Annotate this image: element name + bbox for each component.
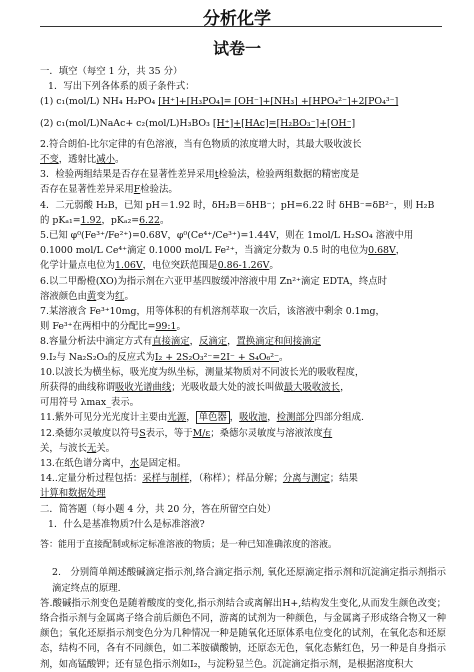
q10-line3: 可用符号 λmax_表示。 (40, 397, 140, 409)
q3-text-4: 检验法。 (140, 184, 178, 196)
q6-line1: 6.以二甲酚橙(XO)为指示剂在六亚甲基四胺缓冲溶液中用 Zn²⁺滴定 EDTA，终点时 (40, 275, 388, 287)
q12-text-2: 表示，等于 (145, 427, 193, 439)
q11-sep-3: ， (267, 412, 277, 424)
q2-line1: 2.符合朗伯-比尔定律的有色溶液，当有色物质的浓度增大时，其最大吸收波长 (40, 138, 362, 150)
q3-line2 (40, 182, 446, 197)
q11-answer-4: 检测部分 (276, 412, 315, 424)
q12-text-1: 12.桑德尔灵敏度以符号 (40, 427, 140, 439)
q7-answer-1: 99:1 (155, 321, 177, 333)
q14-text-1: 14..定量分析过程包括： (40, 473, 143, 485)
q11-text-1: 11.紫外可见分光光度计主要由 (40, 412, 168, 424)
q14-text-3: ；结果 (329, 473, 358, 485)
q14-line1 (40, 471, 446, 486)
q5-line1: 5.已知 φ⁰(Fe³⁺/Fe²⁺)=0.68V，φ⁰(Ce⁴⁺/Ce³⁺)=1.44V，则在 1mol/L H₂SO₄ 溶液中用 (40, 230, 414, 242)
q5-text-5: 。 (269, 260, 279, 272)
q9-line1 (40, 350, 446, 365)
q6-answer-2: 红 (115, 290, 125, 302)
q1-part2-prompt: (2) c₁(mol/L)NaAc+ c₂(mol/L)H₃BO₃ (40, 117, 210, 129)
q13-line1 (40, 456, 446, 471)
q2-end: 。 (115, 154, 125, 166)
q14-text-2: ，（称样）；样品分解； (189, 473, 283, 485)
q5-text-4: ，电位突跃范围是 (142, 260, 218, 272)
q4-line1: 4．二元弱酸 H₂B，已知 pH＝1.92 时，δH₂B＝δHB⁻；pH=6.22 时 δHB⁻=δB²⁻，则 H₂B (40, 199, 435, 211)
q10-text-2: ；光吸收最大处的波长叫做 (171, 382, 284, 394)
q8-text-1: 8.容量分析法中滴定方式有 (40, 336, 153, 348)
q8-sep-2: ， (227, 336, 237, 348)
q4-text-2: ，pKₐ₂= (101, 214, 140, 226)
q5-line3 (40, 258, 446, 273)
q6-text-2: 变为 (96, 290, 116, 302)
q3-text-2: 检验法，检验两组数据的精密度是 (218, 169, 360, 181)
q2-answer-1: 不变 (40, 154, 59, 166)
q10-answer-1: 吸收光谱曲线 (115, 382, 172, 394)
q5-answer-1: 0.68V (368, 245, 396, 257)
q6-text-3: 。 (124, 290, 134, 302)
q11-answer-2: 单色器 (196, 411, 230, 424)
q12-line1 (40, 426, 446, 441)
q1-part2-answer: [H⁺]+[HAc]=[H₂BO₃⁻]+[OH⁻] (212, 117, 356, 129)
q3-answer-1: t (214, 169, 219, 181)
q1-part1-answer: [H⁺]+[H₃PO₄]= [OH⁻]+[NH₃] +[HPO₄²⁻]+2[PO₄³⁻] (158, 96, 399, 108)
q1-part1 (40, 94, 446, 109)
q7-line1: 7.某溶液含 Fe³⁺10mg，用等体积的有机溶剂萃取一次后，该溶液中剩余 0.1mg， (40, 306, 385, 318)
q12-answer-4: 无 (86, 442, 97, 454)
q9-text-1: 9.I₂与 Na₂S₂O₃的反应式为 (40, 351, 155, 363)
q2-answer-2: 减小 (96, 154, 116, 166)
header-rule (40, 26, 442, 27)
q3-text-1: 3．检验两组结果是否存在显著性差异采用 (40, 169, 215, 181)
q7-text-1: 则 Fe³⁺在两相中的分配比= (40, 321, 156, 333)
q5-line2 (40, 243, 446, 258)
q10-line2 (40, 380, 446, 395)
q10-answer-2: 最大吸收波长 (283, 382, 341, 394)
q2-line2 (40, 152, 446, 167)
q4-answer-2: 6.22 (139, 214, 160, 226)
q12-answer-1: S (139, 427, 146, 439)
s2-q1-question: 1．什么是基准物质?什么是标准溶液? (48, 518, 205, 530)
q14-answer-1: 采样与制样 (142, 473, 190, 485)
q3-answer-2: F (133, 184, 141, 196)
q12-line2 (40, 441, 446, 456)
q3-text-3: 否存在显著性差异采用 (40, 184, 134, 196)
q10-text-3: ， (340, 382, 350, 394)
q8-answer-3: 置换滴定和间接滴定 (236, 336, 321, 348)
q4-text-3: 。 (159, 214, 170, 226)
q12-text-5: 关。 (96, 442, 116, 454)
q11-text-2: 四部分组成. (314, 412, 365, 424)
q1-part2 (40, 116, 446, 131)
section1-title: 一．填空（每空 1 分，共 35 分） (40, 66, 183, 77)
q2-mid: ，透射比 (58, 154, 97, 166)
q5-answer-3: 0.86-1.26V (217, 260, 270, 272)
q6-line2 (40, 289, 446, 304)
q11-line1 (40, 410, 446, 425)
exam-body (40, 64, 446, 672)
q7-line2 (40, 319, 446, 334)
q3-line1 (40, 167, 446, 182)
q14-answer-2: 分离与测定 (282, 473, 330, 485)
section2-title: 二．简答题（每小题 4 分，共 20 分，答在所留空白处） (40, 503, 277, 515)
q11-sep-2: ， (229, 412, 240, 424)
q4-answer-1: 1.92 (80, 214, 102, 226)
q9-text-2: 。 (279, 351, 289, 363)
q13-text-2: 是固定相。 (139, 458, 187, 470)
q4-text-1: 的 pKₐ₁= (40, 214, 81, 226)
q8-sep-1: ， (189, 336, 199, 348)
q14-line2 (40, 486, 446, 501)
q6-text-1: 溶液颜色由 (40, 290, 87, 302)
q12-answer-2: M/ε (192, 427, 211, 439)
q8-answer-2: 反滴定 (198, 336, 228, 348)
paper-title: 试卷一 (212, 39, 261, 58)
s2-q2-answer: 答.酸碱指示剂变色是随着酸度的变化,指示剂结合或离解出H+,结构发生变化,从而发生颜色改变；络合指示剂与金属离子络合前后颜色不同，游离的试剂为一种颜色，与金属离子形成络合物又一种颜色；氧化还原指示剂变色分为几种情况一种是随氧化还原体系电位变化的试剂，在氧化态和还原态，结构不同，各有不同颜色，如二苯胺磺酸钠，还原态无色，氧化态紫红色，另一种是自身指示剂，如高锰酸钾；还有显色指示剂如I₂，与淀粉显兰色。沉淀滴定指示剂，是根据溶度积大 (40, 597, 446, 670)
q13-text-1: 13.在纸色谱分离中， (40, 458, 130, 470)
q13-answer-1: 水 (129, 458, 140, 470)
q11-sep-1: ， (186, 412, 196, 424)
q12-text-4: 关，与波长 (40, 442, 87, 454)
s2-q1-answer: 答：能用于直接配制或标定标准溶液的物质；是一种已知准确浓度的溶液。 (40, 540, 338, 551)
q11-answer-1: 光源 (167, 412, 187, 424)
q7-text-2: 。 (176, 321, 186, 333)
s2-q2-question: 2. 分别简单阐述酸碱滴定指示剂,络合滴定指示剂, 氧化还原滴定指示剂和沉淀滴定指示剂指示滴定终点的原理. (52, 567, 446, 594)
q8-answer-1: 直接滴定 (152, 336, 190, 348)
q6-answer-1: 黄 (86, 290, 97, 302)
q14-answer-3: 计算和数据处理 (40, 488, 106, 500)
q1-part1-prompt: (1) c₁(mol/L) NH₄ H₂PO₄ (40, 96, 156, 108)
q5-text-3: 化学计量点电位为 (40, 260, 116, 272)
q9-answer-1: I₂ + 2S₂O₃²⁻=2I⁻ + S₄O₆²⁻ (154, 351, 280, 363)
q1-stem: 1．写出下列各体系的质子条件式： (48, 81, 195, 93)
q11-answer-3: 吸收池 (239, 412, 268, 424)
q5-text-2: ， (395, 245, 406, 257)
q4-line2 (40, 213, 446, 228)
q10-line1: 10.以波长为横坐标，吸光度为纵坐标，测量某物质对不同波长光的吸收程度， (40, 366, 365, 378)
q8-line1 (40, 334, 446, 349)
q10-text-1: 所获得的曲线称谓 (40, 382, 116, 394)
course-title: 分析化学 (203, 9, 271, 29)
q5-text-1: 0.1000 mol/L Ce⁴⁺滴定 0.1000 mol/L Fe²⁺，当滴定分数为 0.5 时的电位为 (40, 245, 369, 257)
q5-answer-2: 1.06V (115, 260, 143, 272)
q12-answer-3: 有 (322, 427, 333, 439)
q12-text-3: ；桑德尔灵敏度与溶液浓度 (210, 427, 323, 439)
